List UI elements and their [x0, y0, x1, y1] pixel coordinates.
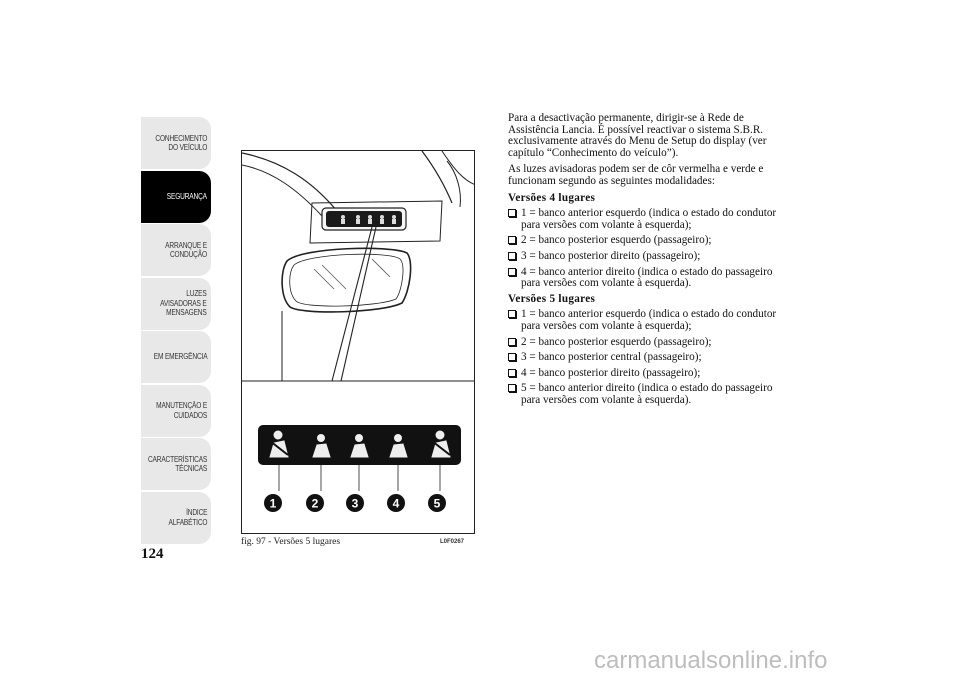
tab-emergencia[interactable]	[141, 331, 211, 383]
svg-text:5: 5	[433, 496, 441, 511]
tab-seguranca[interactable]	[141, 171, 211, 223]
tab-luzes[interactable]	[141, 278, 211, 330]
list-5-seats	[508, 309, 783, 406]
checkbox-bullet-icon	[508, 268, 516, 276]
list-item: 2 = banco posterior esquerdo (passageiro);	[508, 337, 783, 349]
checkbox-bullet-icon	[508, 209, 516, 217]
tab-arranque[interactable]	[141, 224, 211, 276]
list-item: 5 = banco anterior direito (indica o estado do passageiro para versões com volante à esquerda).	[508, 383, 783, 406]
callout-5	[428, 494, 446, 512]
body-text	[508, 113, 783, 410]
checkbox-bullet-icon	[508, 384, 516, 392]
heading-4-seats: Versões 4 lugares	[508, 191, 596, 204]
checkbox-bullet-icon	[508, 236, 516, 244]
figure-caption: fig. 97 - Versões 5 lugares	[241, 537, 341, 547]
list-item: 1 = banco anterior esquerdo (indica o estado do condutor para versões com volante à esquerda);	[508, 309, 783, 332]
checkbox-bullet-icon	[508, 310, 516, 318]
tab-label: SEGURANÇA	[166, 191, 207, 201]
checkbox-bullet-icon	[508, 252, 516, 260]
paragraph-intro2: As luzes avisadoras podem ser de côr vermelha e verde e funcionam segundo as seguintes modalidades:	[508, 163, 764, 187]
callout-3	[346, 494, 364, 512]
figure-seatbelt-panel	[241, 150, 475, 534]
list-item: 3 = banco posterior direito (passageiro);	[508, 251, 783, 263]
callout-1	[264, 494, 282, 512]
watermark: carmanualsonline.info	[594, 647, 828, 674]
heading-5-seats: Versões 5 lugares	[508, 292, 596, 305]
tab-manutencao[interactable]	[141, 385, 211, 437]
list-item: 3 = banco posterior central (passageiro);	[508, 352, 783, 364]
tab-label: ÍNDICE ALFABÉTICO	[168, 508, 207, 527]
tab-label: CONHECIMENTO DO VEÍCULO	[155, 133, 207, 152]
callout-4	[387, 494, 405, 512]
list-4-seats	[508, 208, 783, 290]
list-item: 4 = banco posterior direito (passageiro);	[508, 368, 783, 380]
svg-text:2: 2	[311, 496, 319, 511]
tab-label: MANUTENÇÃO E CUIDADOS	[156, 401, 207, 420]
checkbox-bullet-icon	[508, 353, 516, 361]
list-item: 2 = banco posterior esquerdo (passageiro);	[508, 235, 783, 247]
list-item: 4 = banco anterior direito (indica o estado do passageiro para versões com volante à esquerda).	[508, 267, 783, 290]
svg-text:4: 4	[392, 496, 400, 511]
tab-label: CARACTERÍSTICAS TÉCNICAS	[147, 454, 207, 473]
paragraph-intro1: Para a desactivação permanente, dirigir-se à Rede de Assistência Lancia. É possível reactivar o sistema S.B.R. exclusivamente através do Menu de Setup do display (ver capítulo “Conhecimento do veículo”).	[508, 112, 767, 159]
seatbelt-illustration	[242, 151, 475, 534]
tab-conhecimento[interactable]	[141, 117, 211, 169]
chapter-sidebar	[141, 117, 211, 545]
figure-code: L0F0267	[440, 539, 465, 545]
tab-indice[interactable]	[141, 492, 211, 544]
checkbox-bullet-icon	[508, 338, 516, 346]
svg-text:1: 1	[269, 496, 277, 511]
callout-2	[306, 494, 324, 512]
list-item: 1 = banco anterior esquerdo (indica o estado do condutor para versões com volante à esquerda);	[508, 208, 783, 231]
checkbox-bullet-icon	[508, 369, 516, 377]
page-number: 124	[141, 546, 164, 562]
tab-label: LUZES AVISADORAS E MENSAGENS	[160, 289, 207, 318]
tab-label: EM EMERGÊNCIA	[153, 352, 207, 362]
svg-text:3: 3	[351, 496, 359, 511]
tab-caracteristicas[interactable]	[141, 438, 211, 490]
tab-label: ARRANQUE E CONDUÇÃO	[165, 240, 207, 259]
